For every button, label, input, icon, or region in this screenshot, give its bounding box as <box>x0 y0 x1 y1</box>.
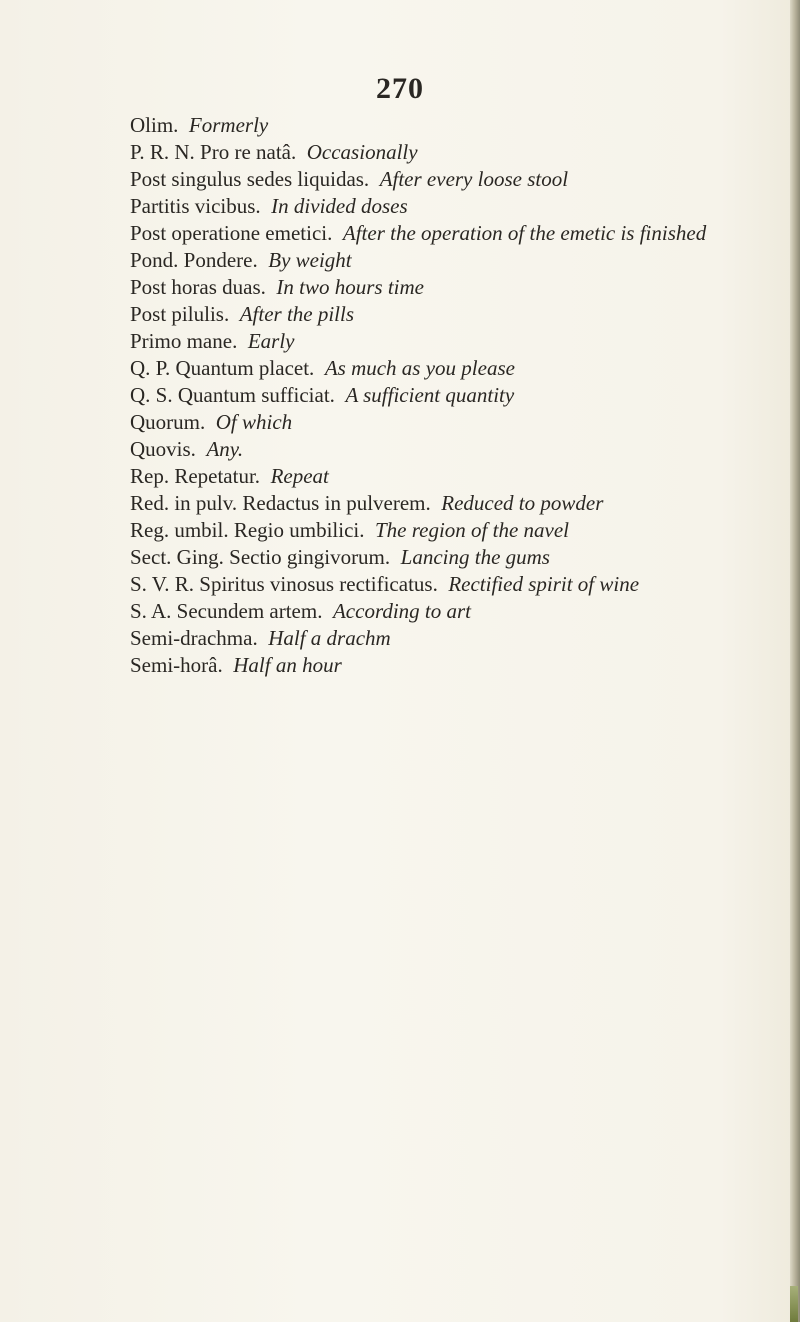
latin-term: Semi-horâ. <box>130 653 223 677</box>
page-edge <box>790 0 800 1322</box>
english-gloss: Repeat <box>270 464 329 488</box>
english-gloss: Half a drachm <box>268 626 391 650</box>
english-gloss: Early <box>247 329 295 353</box>
english-gloss: Reduced to powder <box>441 491 604 515</box>
english-gloss: Of which <box>215 410 293 434</box>
abbreviation-entry <box>130 193 770 220</box>
abbreviation-entry <box>130 598 770 625</box>
latin-term: Q. S. Quantum sufficiat. <box>130 383 335 407</box>
abbreviation-entry <box>130 139 770 166</box>
english-gloss: Occasionally <box>306 140 418 164</box>
abbreviation-entry <box>130 625 770 652</box>
english-gloss: In divided doses <box>271 194 408 218</box>
latin-term: Q. P. Quantum placet. <box>130 356 315 380</box>
latin-term: Quovis. <box>130 437 196 461</box>
english-gloss: A sufficient quantity <box>345 383 515 407</box>
english-gloss: After the pills <box>239 302 355 326</box>
abbreviation-entry <box>130 355 770 382</box>
english-gloss: In two hours time <box>276 275 425 299</box>
latin-term: Reg. umbil. Regio umbilici. <box>130 518 365 542</box>
latin-term: Partitis vicibus. <box>130 194 261 218</box>
abbreviation-entry <box>130 247 770 274</box>
latin-term: Post horas duas. <box>130 275 266 299</box>
latin-term: Post operatione emetici. <box>130 221 333 245</box>
english-gloss: Lancing the gums <box>400 545 550 569</box>
page-edge-mark <box>790 1286 798 1322</box>
abbreviation-entry <box>130 436 770 463</box>
abbreviation-entry <box>130 544 770 571</box>
latin-term: Rep. Repetatur. <box>130 464 261 488</box>
abbreviation-entry <box>130 382 770 409</box>
english-gloss: By weight <box>268 248 352 272</box>
abbreviation-entry <box>130 490 770 517</box>
abbreviation-entry <box>130 166 770 193</box>
latin-term: Sect. Ging. Sectio gingivorum. <box>130 545 391 569</box>
english-gloss: As much as you please <box>324 356 515 380</box>
latin-term: Post pilulis. <box>130 302 230 326</box>
abbreviation-entry <box>130 274 770 301</box>
english-gloss: Formerly <box>188 113 269 137</box>
english-gloss: Half an hour <box>233 653 342 677</box>
abbreviation-entry <box>130 301 770 328</box>
english-gloss: After the operation of the emetic is finished <box>342 221 707 245</box>
abbreviation-entry <box>130 571 770 598</box>
abbreviation-entry <box>130 517 770 544</box>
latin-term: Primo mane. <box>130 329 238 353</box>
abbreviation-entry <box>130 652 770 679</box>
english-gloss: The region of the navel <box>375 518 570 542</box>
english-gloss: According to art <box>332 599 472 623</box>
latin-term: Pond. Pondere. <box>130 248 258 272</box>
latin-term: S. V. R. Spiritus vinosus rectificatus. <box>130 572 438 596</box>
latin-term: Quorum. <box>130 410 206 434</box>
latin-term: Semi-drachma. <box>130 626 258 650</box>
english-gloss: After every loose stool <box>379 167 569 191</box>
latin-term: Post singulus sedes liquidas. <box>130 167 370 191</box>
abbreviation-entry <box>130 220 770 247</box>
abbreviation-list <box>130 112 770 679</box>
latin-term: S. A. Secundem artem. <box>130 599 323 623</box>
latin-term: P. R. N. Pro re natâ. <box>130 140 297 164</box>
abbreviation-entry <box>130 112 770 139</box>
abbreviation-entry <box>130 409 770 436</box>
abbreviation-entry <box>130 328 770 355</box>
english-gloss: Any. <box>206 437 244 461</box>
latin-term: Olim. <box>130 113 179 137</box>
latin-term: Red. in pulv. Redactus in pulverem. <box>130 491 431 515</box>
abbreviation-entry <box>130 463 770 490</box>
page-number: 270 <box>376 72 424 105</box>
english-gloss: Rectified spirit of wine <box>448 572 640 596</box>
